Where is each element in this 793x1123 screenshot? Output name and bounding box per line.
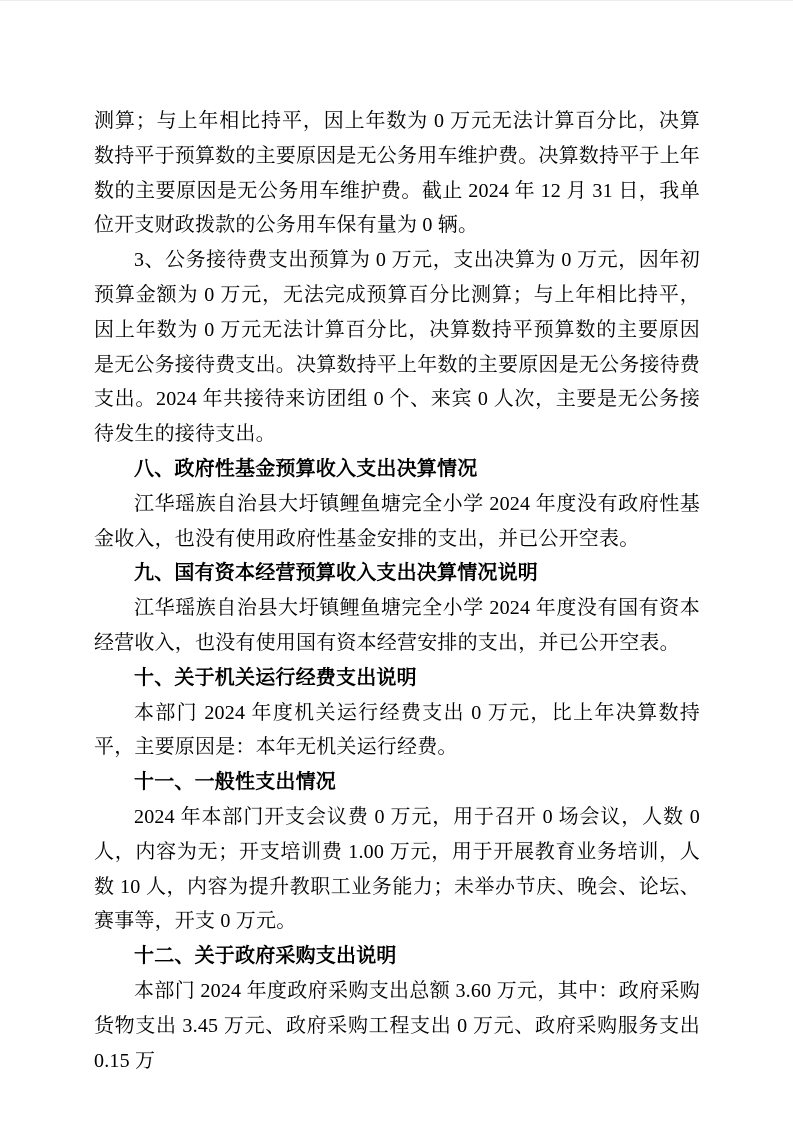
heading-section-11-general-expenditure: 十一、一般性支出情况 <box>134 771 336 794</box>
paragraph-official-reception-expense: 3、公务接待费支出预算为 0 万元，支出决算为 0 万元，因年初预算金额为 0 万元，无法完成预算百分比测算；与上年相比持平，因上年数为 0 万元无法计算百分比，决算数持平预算数的主要原因是无公务接待费支出。决算数持平上年数的主要原因是无公务接待费支出。2024 年共接待来访团组 0 个、来宾 0 人次，主要是无公务接待发生的接待支出。 <box>94 249 700 446</box>
paragraph-agency-operating-expense: 本部门 2024 年度机关运行经费支出 0 万元，比上年决算数持平，主要原因是：本年无机关运行经费。 <box>94 701 700 759</box>
heading-section-12-government-procurement: 十二、关于政府采购支出说明 <box>134 945 397 968</box>
paragraph-state-capital-operation: 江华瑶族自治县大圩镇鲤鱼塘完全小学 2024 年度没有国有资本经营收入，也没有使用国有资本经营安排的支出，并已公开空表。 <box>94 597 700 654</box>
paragraph-government-procurement: 本部门 2024 年度政府采购支出总额 3.60 万元，其中：政府采购货物支出 3.45 万元、政府采购工程支出 0 万元、政府采购服务支出 0.15 万 <box>94 979 700 1072</box>
paragraph-government-fund-budget: 江华瑶族自治县大圩镇鲤鱼塘完全小学 2024 年度没有政府性基金收入，也没有使用政府性基金安排的支出，并已公开空表。 <box>94 492 700 550</box>
paragraph-general-expenditure: 2024 年本部门开支会议费 0 万元，用于召开 0 场会议，人数 0 人，内容为无；开支培训费 1.00 万元，用于开展教育业务培训，人数 10 人，内容为提升教职工业务能力；未举办节庆、晚会、论坛、赛事等，开支 0 万元。 <box>94 805 700 933</box>
heading-section-10-agency-operating-expense: 十、关于机关运行经费支出说明 <box>134 666 417 689</box>
paragraph-vehicle-maintenance-carryover: 测算；与上年相比持平，因上年数为 0 万元无法计算百分比，决算数持平于预算数的主要原因是无公务用车维护费。决算数持平于上年数的主要原因是无公务用车维护费。截止 2024 年 12 月 31 日，我单位开支财政拨款的公务用车保有量为 0 辆。 <box>94 110 700 237</box>
document-page <box>0 1 793 1123</box>
document-body <box>94 104 700 1078</box>
heading-section-9-state-capital-operation: 九、国有资本经营预算收入支出决算情况说明 <box>134 562 538 585</box>
heading-section-8-government-fund-budget: 八、政府性基金预算收入支出决算情况 <box>134 457 478 480</box>
